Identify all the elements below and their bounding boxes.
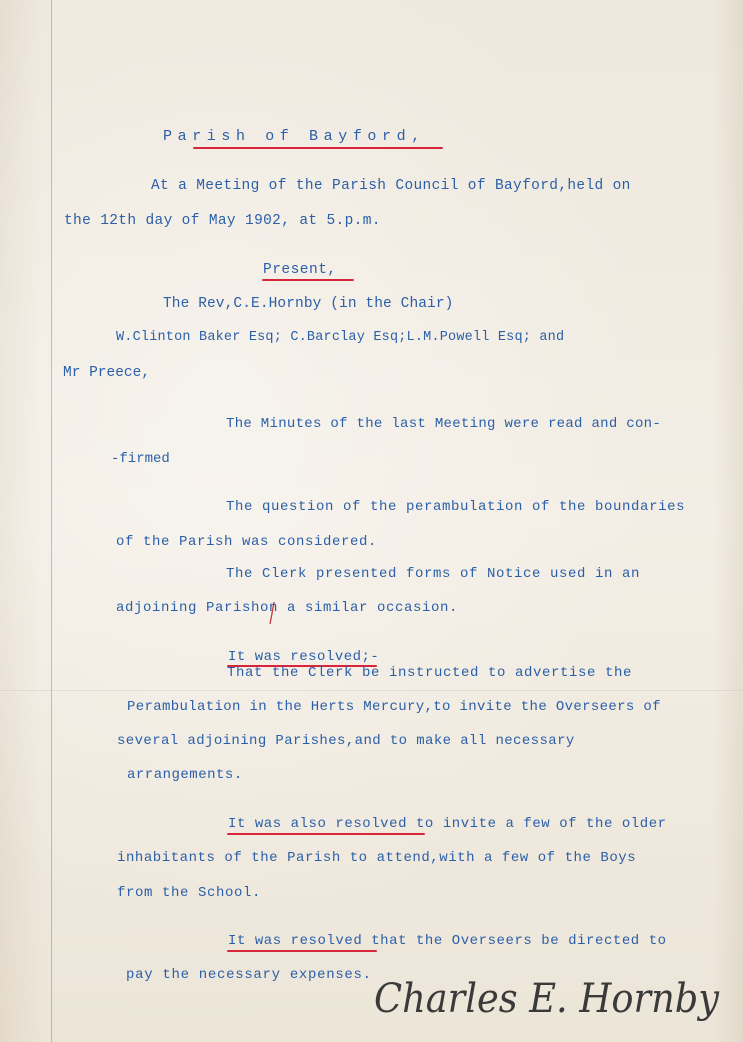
resolution-line: arrangements. <box>127 767 243 783</box>
attendee-line: The Rev,C.E.Hornby (in the Chair) <box>163 296 454 312</box>
resolved-underline <box>227 950 377 952</box>
minutes-line: -firmed <box>111 451 170 467</box>
title-underline <box>193 147 443 149</box>
attendee-line: W.Clinton Baker Esq; C.Barclay Esq;L.M.Powell Esq; and <box>116 330 565 345</box>
attendee-line: Mr Preece, <box>63 365 151 381</box>
resolution-line: That the Clerk be instructed to advertise the <box>227 665 633 681</box>
svg-text:Charles E. Hornby: Charles E. Hornby <box>374 976 721 1022</box>
clerk-notice-line: The Clerk presented forms of Notice used in an <box>226 566 641 582</box>
present-underline <box>262 279 354 281</box>
resolution-line: several adjoining Parishes,and to make all necessary <box>117 733 575 749</box>
also-resolved-underline <box>227 833 425 835</box>
document-title: Parish of Bayford, <box>163 128 426 145</box>
intro-line: the 12th day of May 1902, at 5.p.m. <box>64 213 381 229</box>
clerk-notice-line: adjoining Parishon a similar occasion. <box>116 600 459 616</box>
minutes-line: The Minutes of the last Meeting were read and con- <box>226 416 662 432</box>
resolution-line: It was also resolved to invite a few of the older <box>228 816 667 832</box>
resolution-line: Perambulation in the Herts Mercury,to invite the Overseers of <box>127 699 661 715</box>
resolution-heading: It was resolved;- <box>228 649 380 665</box>
present-heading: Present, <box>263 262 337 278</box>
resolution-line: pay the necessary expenses. <box>126 967 372 983</box>
intro-line: At a Meeting of the Parish Council of Bayford,held on <box>151 178 631 194</box>
signature <box>370 968 730 1032</box>
resolution-line: inhabitants of the Parish to attend,with a few of the Boys <box>117 850 637 866</box>
paper-crease <box>0 690 743 692</box>
perambulation-line: of the Parish was considered. <box>116 534 378 550</box>
margin-rule <box>51 0 52 1042</box>
resolution-line: It was resolved that the Overseers be directed to <box>228 933 667 949</box>
perambulation-line: The question of the perambulation of the boundaries <box>226 499 686 515</box>
insertion-mark-icon <box>268 600 276 626</box>
resolution-line: from the School. <box>117 885 262 901</box>
